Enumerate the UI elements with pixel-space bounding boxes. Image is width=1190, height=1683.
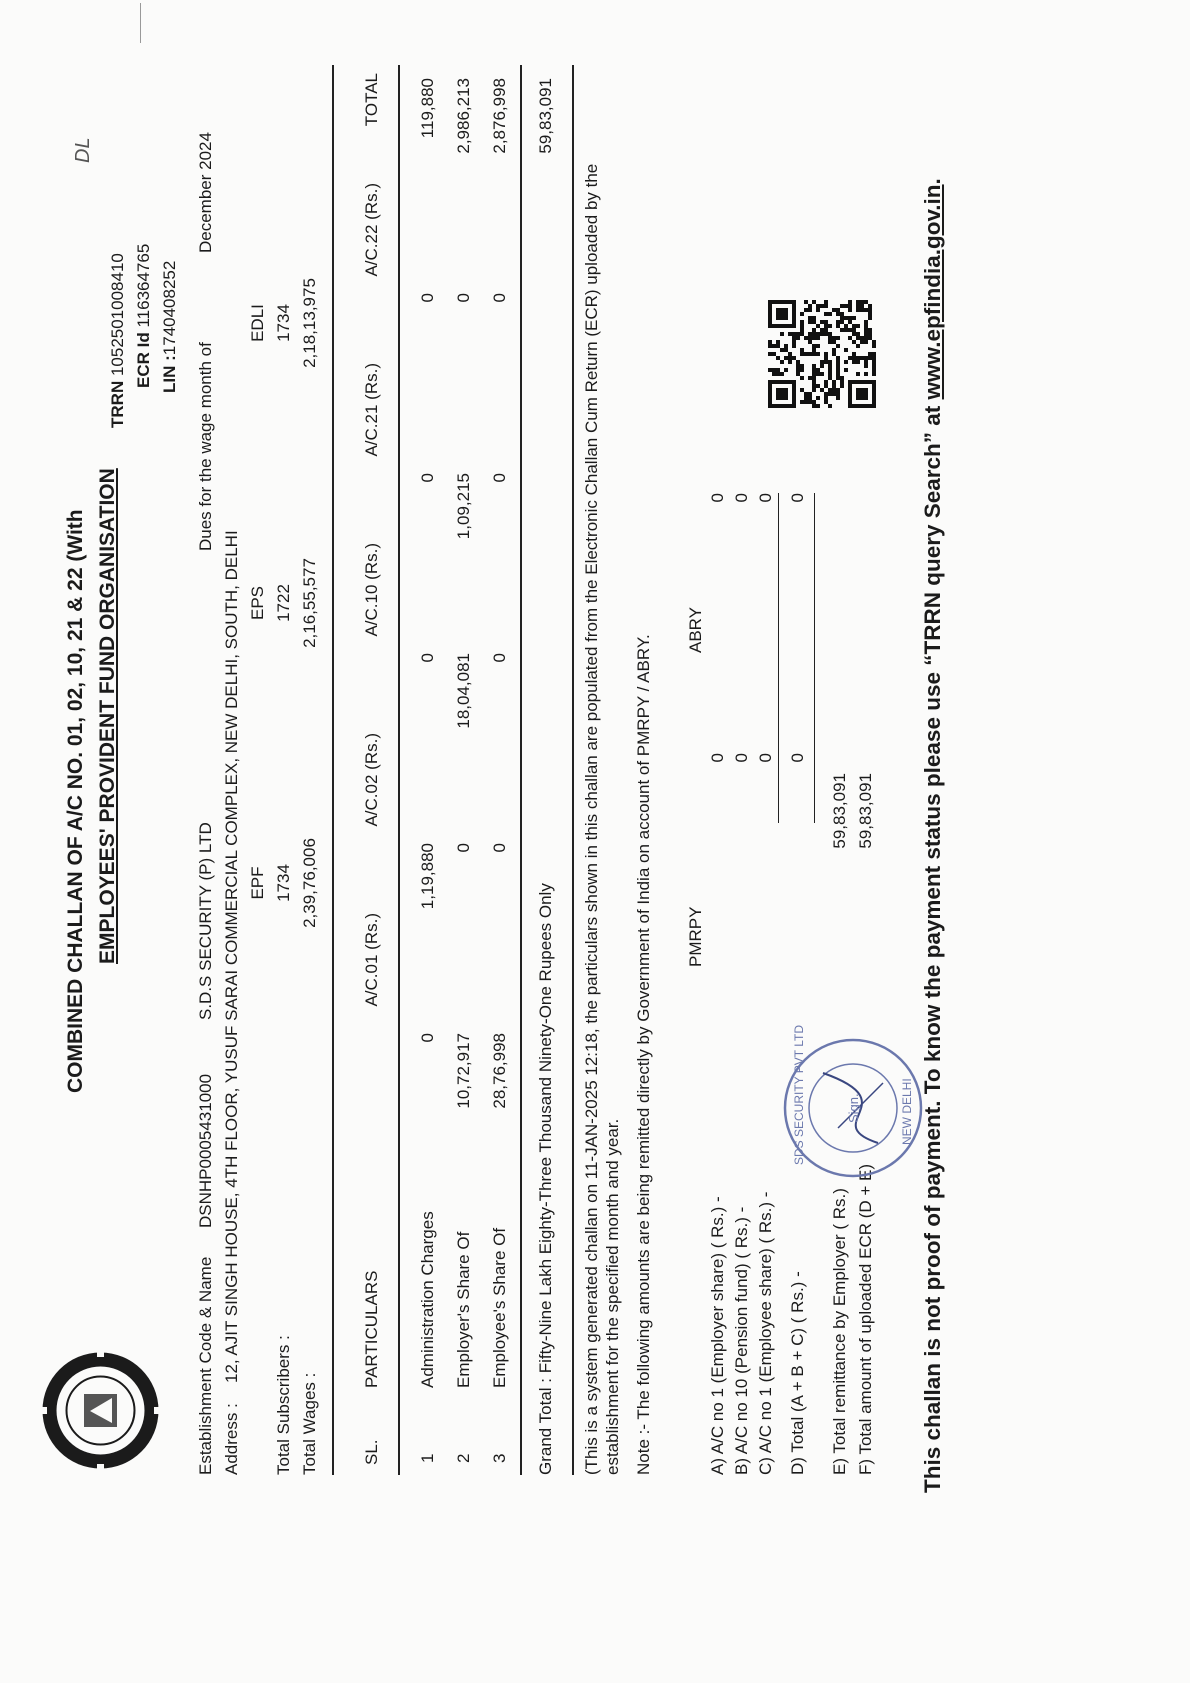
col-ac22: A/C.22 (Rs.) bbox=[362, 183, 381, 277]
subtotal-rule bbox=[778, 493, 779, 823]
stamp-ring-text: SDS SECURITY PVT LTD bbox=[792, 1024, 806, 1165]
grand-total-words: Grand Total : Fifty-Nine Lakh Eighty-Three Thousand Ninety-One Rupees Only bbox=[536, 883, 555, 1475]
table-row-2-ac21: 1,09,215 bbox=[454, 473, 473, 540]
address-label: Address : bbox=[222, 1403, 241, 1475]
lin-value: 1740408252 bbox=[160, 260, 179, 356]
establishment-name: S.D.S SECURITY (P) LTD bbox=[196, 822, 215, 1020]
ecr-value: 116364765 bbox=[134, 243, 153, 328]
dues-month: December 2024 bbox=[196, 132, 215, 253]
pmrpy-abry-note: Note :- The following amounts are being remitted directly by Government of India on account of PMRPY / ABRY. bbox=[634, 634, 653, 1475]
scan-edge-line bbox=[140, 3, 141, 43]
epfo-logo bbox=[38, 1348, 163, 1473]
col-ac10: A/C.10 (Rs.) bbox=[362, 543, 381, 637]
remit-row-c-label: C) A/C no 1 (Employee share) ( Rs.) - bbox=[756, 1191, 775, 1475]
footer-text: This challan is not proof of payment. To know the payment status please use “TRRN query Search” at bbox=[920, 399, 945, 1493]
remit-row-d-abry: 0 bbox=[788, 493, 807, 503]
col-ac01: A/C.01 (Rs.) bbox=[362, 913, 381, 1007]
col-pmrpy: PMRPY bbox=[686, 906, 705, 967]
remit-row-f-label: F) Total amount of uploaded ECR (D + E) bbox=[856, 1163, 875, 1475]
dues-label: Dues for the wage month of bbox=[196, 342, 215, 551]
remit-row-c-abry: 0 bbox=[756, 493, 775, 503]
remit-row-d-label: D) Total (A + B + C) ( Rs.) - bbox=[788, 1271, 807, 1475]
establishment-code: DSNHP0005431000 bbox=[196, 1073, 215, 1228]
lin-line bbox=[160, 261, 180, 393]
table-row-2-particulars: Employer's Share Of bbox=[454, 1231, 473, 1388]
col-sl: SL. bbox=[362, 1439, 381, 1465]
remit-row-f-value: 59,83,091 bbox=[856, 773, 875, 849]
total-subscribers-label: Total Subscribers : bbox=[274, 1335, 293, 1475]
summary-col-eps: EPS bbox=[248, 585, 267, 621]
trrn-line bbox=[108, 253, 128, 428]
col-ac02: A/C.02 (Rs.) bbox=[362, 733, 381, 827]
total-rule bbox=[814, 493, 815, 823]
remit-row-c-pmrpy: 0 bbox=[756, 753, 775, 763]
col-abry: ABRY bbox=[686, 607, 705, 653]
ecr-label: ECR Id bbox=[134, 332, 153, 388]
handwritten-annotation: DL bbox=[72, 137, 94, 163]
address-value: 12, AJIT SINGH HOUSE, 4TH FLOOR, YUSUF SARAI COMMERCIAL COMPLEX, NEW DELHI, SOUTH, DELHI bbox=[222, 530, 241, 1383]
remit-row-b-pmrpy: 0 bbox=[732, 753, 751, 763]
company-stamp bbox=[778, 1024, 928, 1183]
table-row-3-ac10: 0 bbox=[490, 653, 509, 663]
remit-row-b-abry: 0 bbox=[732, 493, 751, 503]
table-row-3-ac02: 0 bbox=[490, 843, 509, 853]
summary-col-edli: EDLI bbox=[248, 304, 267, 342]
table-row-1-particulars: Administration Charges bbox=[418, 1211, 437, 1388]
trrn-label: TRRN bbox=[108, 380, 127, 428]
table-row-2-ac10: 18,04,081 bbox=[454, 653, 473, 729]
grand-total-rule bbox=[572, 65, 574, 1475]
subscribers-epf: 1734 bbox=[274, 864, 293, 902]
wages-epf: 2,39,76,006 bbox=[300, 838, 319, 928]
table-row-1-ac10: 0 bbox=[418, 653, 437, 663]
table-row-1-ac01: 0 bbox=[418, 1033, 437, 1043]
grand-total-value: 59,83,091 bbox=[536, 78, 555, 154]
table-bottom-rule bbox=[520, 65, 522, 1475]
qr-code bbox=[768, 300, 876, 408]
table-row-2-total: 2,986,213 bbox=[454, 78, 473, 154]
remit-row-e-value: 59,83,091 bbox=[830, 773, 849, 849]
table-header-rule bbox=[398, 65, 400, 1475]
wages-eps: 2,16,55,577 bbox=[300, 558, 319, 648]
subscribers-eps: 1722 bbox=[274, 584, 293, 622]
table-row-2-ac22: 0 bbox=[454, 293, 473, 303]
table-row-1-ac02: 1,19,880 bbox=[418, 843, 437, 910]
wages-edli: 2,18,13,975 bbox=[300, 278, 319, 368]
remit-row-a-pmrpy: 0 bbox=[708, 753, 727, 763]
payment-status-footer bbox=[920, 178, 946, 1493]
table-row-1-sl: 1 bbox=[418, 1453, 437, 1463]
table-row-3-particulars: Employee's Share Of bbox=[490, 1227, 509, 1388]
organisation-title: EMPLOYEES' PROVIDENT FUND ORGANISATION bbox=[96, 468, 119, 964]
remit-row-d-pmrpy: 0 bbox=[788, 753, 807, 763]
table-top-rule bbox=[332, 65, 334, 1475]
col-ac21: A/C.21 (Rs.) bbox=[362, 363, 381, 457]
challan-title: COMBINED CHALLAN OF A/C NO. 01, 02, 10, 21 & 22 (With bbox=[64, 509, 87, 1093]
summary-col-epf: EPF bbox=[248, 866, 267, 900]
remit-row-a-label: A) A/C no 1 (Employer share) ( Rs.) - bbox=[708, 1196, 727, 1475]
table-row-3-ac21: 0 bbox=[490, 473, 509, 483]
total-wages-label: Total Wages : bbox=[300, 1372, 319, 1475]
stamp-center-text: Sign. bbox=[846, 1093, 861, 1123]
table-row-2-sl: 2 bbox=[454, 1453, 473, 1463]
remit-row-a-abry: 0 bbox=[708, 493, 727, 503]
lin-label: LIN : bbox=[160, 355, 179, 393]
subscribers-edli: 1734 bbox=[274, 304, 293, 342]
establishment-code-label: Establishment Code & Name bbox=[196, 1256, 215, 1475]
footer-text-end: . bbox=[920, 178, 945, 185]
system-note-line-2: establishment for the specified month and year. bbox=[603, 1118, 622, 1475]
remit-row-b-label: B) A/C no 10 (Pension fund) ( Rs.) - bbox=[732, 1206, 751, 1475]
table-row-1-total: 119,880 bbox=[418, 78, 437, 139]
col-particulars: PARTICULARS bbox=[362, 1270, 381, 1388]
ecr-line bbox=[134, 244, 154, 388]
table-row-2-ac01: 10,72,917 bbox=[454, 1033, 473, 1109]
stamp-city-text: NEW DELHI bbox=[900, 1078, 914, 1145]
table-row-3-ac01: 28,76,998 bbox=[490, 1033, 509, 1109]
trrn-value: 1052501008410 bbox=[108, 253, 127, 377]
col-total: TOTAL bbox=[362, 73, 381, 127]
epfindia-link[interactable]: www.epfindia.gov.in bbox=[920, 184, 945, 400]
table-row-1-ac22: 0 bbox=[418, 293, 437, 303]
remit-row-e-label: E) Total remittance by Employer ( Rs.) bbox=[830, 1188, 849, 1475]
table-row-2-ac02: 0 bbox=[454, 843, 473, 853]
table-row-1-ac21: 0 bbox=[418, 473, 437, 483]
table-row-3-total: 2,876,998 bbox=[490, 78, 509, 154]
table-row-3-ac22: 0 bbox=[490, 293, 509, 303]
table-row-3-sl: 3 bbox=[490, 1453, 509, 1463]
system-note-line-1: (This is a system generated challan on 11-JAN-2025 12:18, the particulars shown in this challan are populated from the Electronic Challan Cum Return (ECR) uploaded by the bbox=[582, 163, 601, 1475]
